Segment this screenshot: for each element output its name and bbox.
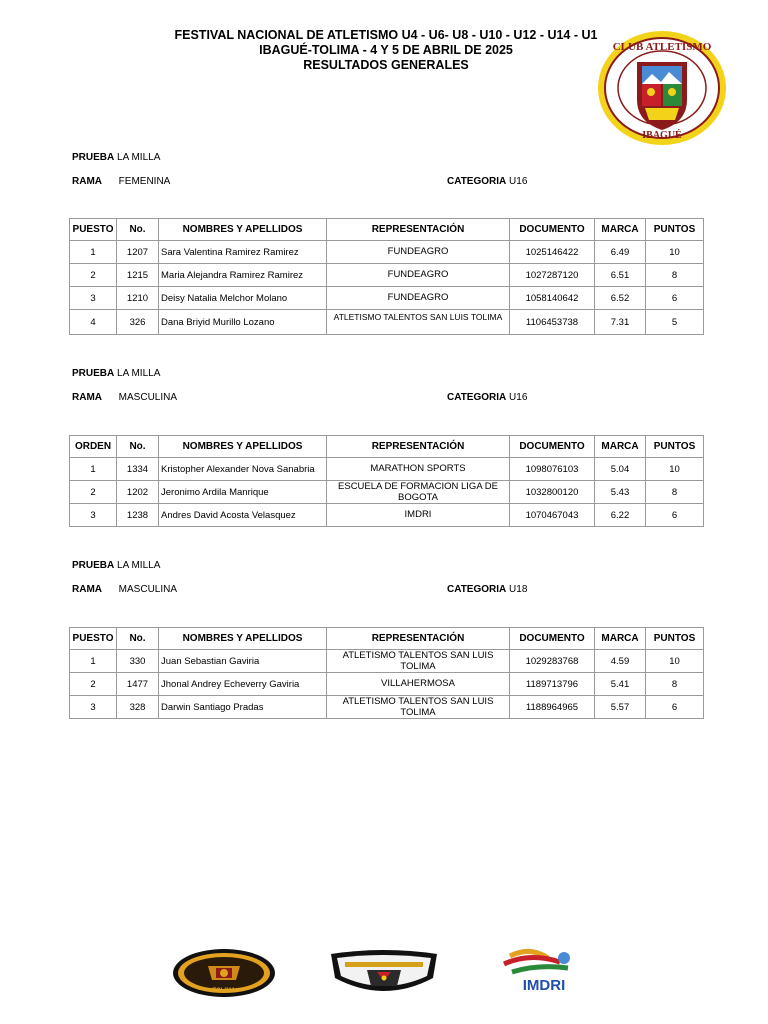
cell-document: 1189713796 — [510, 673, 595, 696]
cell-name: Jhonal Andrey Echeverry Gaviria — [159, 673, 327, 696]
section3-prueba: PRUEBA LA MILLA — [72, 560, 161, 571]
table-row — [70, 696, 704, 719]
cell-points: 8 — [646, 481, 704, 504]
cell-points: 8 — [646, 264, 704, 287]
cell-name: Darwin Santiago Pradas — [159, 696, 327, 719]
imdri-logo — [490, 946, 598, 996]
col-header: PUNTOS — [646, 219, 704, 241]
cell-points: 5 — [646, 310, 704, 335]
cell-points: 10 — [646, 458, 704, 481]
cell-team: MARATHON SPORTS — [327, 458, 510, 481]
results-table-2 — [69, 435, 704, 527]
section2-rama: RAMA MASCULINA — [72, 392, 178, 403]
cell-team-line: ATLETISMO TALENTOS SAN LUIS — [342, 696, 494, 707]
col-header: MARCA — [595, 436, 646, 458]
col-header: MARCA — [595, 219, 646, 241]
cell-mark: 6.22 — [595, 504, 646, 527]
cell-team-line: TOLIMA — [400, 707, 436, 718]
tolima-seal-logo — [172, 948, 276, 998]
col-header: PUESTO — [70, 628, 117, 650]
cell-team — [327, 481, 510, 504]
cell-mark: 6.52 — [595, 287, 646, 310]
cell-position: 1 — [70, 241, 117, 264]
club-atletismo-ibague-logo — [597, 30, 727, 146]
cell-points: 6 — [646, 504, 704, 527]
col-header: PUNTOS — [646, 436, 704, 458]
cell-points: 10 — [646, 241, 704, 264]
table-row — [70, 504, 704, 527]
logo-top-text: CLUB ATLETISMO — [612, 41, 712, 53]
table-row — [70, 287, 704, 310]
cell-team: FUNDEAGRO — [327, 241, 510, 264]
col-header: REPRESENTACIÓN — [327, 436, 510, 458]
cell-bib: 330 — [117, 650, 159, 673]
cell-mark: 4.59 — [595, 650, 646, 673]
cell-position: 1 — [70, 458, 117, 481]
cell-name: Maria Alejandra Ramirez Ramirez — [159, 264, 327, 287]
cell-team-line: ATLETISMO TALENTOS SAN LUIS — [342, 650, 494, 661]
table-header — [70, 436, 704, 458]
table-row — [70, 650, 704, 673]
document-header — [120, 28, 652, 73]
cell-points: 8 — [646, 673, 704, 696]
cell-team: VILLAHERMOSA — [327, 673, 510, 696]
club-badge-logo — [327, 948, 441, 998]
cell-points: 6 — [646, 287, 704, 310]
cell-team — [327, 650, 510, 673]
section2-prueba: PRUEBA LA MILLA — [72, 368, 161, 379]
col-header: MARCA — [595, 628, 646, 650]
tolima-seal-text: TOLIMA — [212, 988, 236, 994]
col-header: NOMBRES Y APELLIDOS — [159, 628, 327, 650]
cell-name: Juan Sebastian Gaviria — [159, 650, 327, 673]
event-title: FESTIVAL NACIONAL DE ATLETISMO U4 - U6- U8 - U10 - U12 - U14 - U1 — [174, 28, 598, 42]
cell-mark: 5.43 — [595, 481, 646, 504]
table-row — [70, 310, 704, 335]
cell-document: 1029283768 — [510, 650, 595, 673]
cell-document: 1032800120 — [510, 481, 595, 504]
cell-mark: 5.57 — [595, 696, 646, 719]
cell-bib: 1238 — [117, 504, 159, 527]
col-header: PUESTO — [70, 219, 117, 241]
table-header — [70, 219, 704, 241]
table-row — [70, 241, 704, 264]
results-title: RESULTADOS GENERALES — [303, 58, 469, 72]
cell-document: 1106453738 — [510, 310, 595, 335]
cell-position: 4 — [70, 310, 117, 335]
cell-document: 1098076103 — [510, 458, 595, 481]
col-header: No. — [117, 628, 159, 650]
cell-bib: 1334 — [117, 458, 159, 481]
col-header: ORDEN — [70, 436, 117, 458]
cell-position: 3 — [70, 504, 117, 527]
cell-team-line: BOGOTA — [398, 492, 438, 503]
cell-team: ATLETISMO TALENTOS SAN LUIS TOLIMA — [327, 310, 510, 335]
col-header: PUNTOS — [646, 628, 704, 650]
logo-bottom-text: IBAGUÉ — [642, 130, 682, 141]
cell-name: Dana Briyid Murillo Lozano — [159, 310, 327, 335]
cell-position: 2 — [70, 673, 117, 696]
table-row — [70, 458, 704, 481]
cell-document: 1027287120 — [510, 264, 595, 287]
section1-rama: RAMA FEMENINA — [72, 176, 171, 187]
section3-rama: RAMA MASCULINA — [72, 584, 178, 595]
cell-team-line: ESCUELA DE FORMACION LIGA DE — [338, 481, 498, 492]
table-row — [70, 673, 704, 696]
col-header: DOCUMENTO — [510, 219, 595, 241]
cell-position: 2 — [70, 481, 117, 504]
cell-document: 1188964965 — [510, 696, 595, 719]
col-header: DOCUMENTO — [510, 436, 595, 458]
table-row — [70, 481, 704, 504]
col-header: NOMBRES Y APELLIDOS — [159, 436, 327, 458]
cell-name: Jeronimo Ardila Manrique — [159, 481, 327, 504]
cell-points: 10 — [646, 650, 704, 673]
cell-team: FUNDEAGRO — [327, 264, 510, 287]
cell-bib: 1215 — [117, 264, 159, 287]
section3-categoria: CATEGORIA U18 — [447, 584, 528, 595]
section2-categoria: CATEGORIA U16 — [447, 392, 528, 403]
cell-document: 1070467043 — [510, 504, 595, 527]
cell-team: IMDRI — [327, 504, 510, 527]
cell-team: FUNDEAGRO — [327, 287, 510, 310]
cell-bib: 1207 — [117, 241, 159, 264]
cell-document: 1058140642 — [510, 287, 595, 310]
col-header: NOMBRES Y APELLIDOS — [159, 219, 327, 241]
cell-bib: 328 — [117, 696, 159, 719]
results-table-3 — [69, 627, 704, 719]
col-header: No. — [117, 219, 159, 241]
results-table-1 — [69, 218, 704, 335]
cell-bib: 1202 — [117, 481, 159, 504]
cell-name: Deisy Natalia Melchor Molano — [159, 287, 327, 310]
col-header: REPRESENTACIÓN — [327, 628, 510, 650]
cell-position: 3 — [70, 696, 117, 719]
cell-bib: 1477 — [117, 673, 159, 696]
cell-mark: 6.51 — [595, 264, 646, 287]
event-location-date: IBAGUÉ-TOLIMA - 4 Y 5 DE ABRIL DE 2025 — [259, 43, 513, 57]
cell-name: Andres David Acosta Velasquez — [159, 504, 327, 527]
cell-position: 1 — [70, 650, 117, 673]
table-row — [70, 264, 704, 287]
section1-prueba: PRUEBA LA MILLA — [72, 152, 161, 163]
col-header: DOCUMENTO — [510, 628, 595, 650]
col-header: REPRESENTACIÓN — [327, 219, 510, 241]
section1-categoria: CATEGORIA U16 — [447, 176, 528, 187]
cell-name: Sara Valentina Ramirez Ramirez — [159, 241, 327, 264]
cell-document: 1025146422 — [510, 241, 595, 264]
cell-mark: 5.04 — [595, 458, 646, 481]
cell-team-line: TOLIMA — [400, 661, 436, 672]
table-header — [70, 628, 704, 650]
cell-name: Kristopher Alexander Nova Sanabria — [159, 458, 327, 481]
cell-mark: 7.31 — [595, 310, 646, 335]
cell-bib: 326 — [117, 310, 159, 335]
col-header: No. — [117, 436, 159, 458]
cell-position: 3 — [70, 287, 117, 310]
cell-bib: 1210 — [117, 287, 159, 310]
cell-mark: 5.41 — [595, 673, 646, 696]
cell-points: 6 — [646, 696, 704, 719]
cell-team — [327, 696, 510, 719]
cell-mark: 6.49 — [595, 241, 646, 264]
cell-position: 2 — [70, 264, 117, 287]
imdri-text: IMDRI — [522, 977, 566, 994]
